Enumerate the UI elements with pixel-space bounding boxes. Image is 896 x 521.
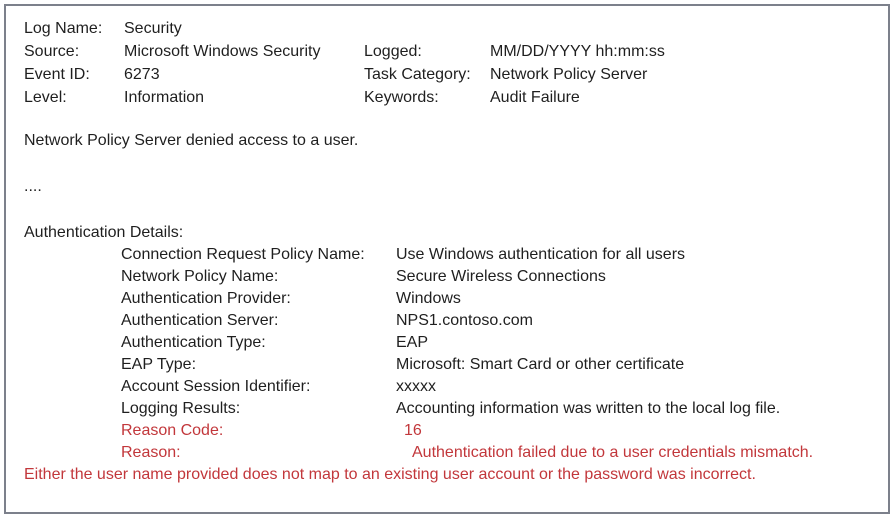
detail-label: Reason Code: — [121, 422, 224, 439]
detail-value: Microsoft: Smart Card or other certificate — [396, 356, 685, 373]
detail-label: Reason: — [121, 444, 181, 461]
header-row — [24, 40, 880, 63]
log-name-value: Security — [124, 20, 182, 37]
header-row — [24, 86, 880, 109]
detail-row-eap-type — [121, 354, 880, 376]
detail-value: xxxxx — [396, 378, 436, 395]
event-log-content — [6, 6, 888, 486]
log-name-label: Log Name: — [24, 20, 103, 37]
detail-value: NPS1.contoso.com — [396, 312, 533, 329]
error-note: Either the user name provided does not map to an existing user account or the password was incorrect. — [24, 466, 756, 483]
detail-label: Authentication Provider: — [121, 290, 291, 307]
detail-value: Windows — [396, 290, 461, 307]
header-spacer — [490, 17, 880, 40]
detail-row-reason — [121, 442, 880, 464]
detail-label: Authentication Type: — [121, 334, 266, 351]
detail-value: 16 — [404, 422, 422, 439]
detail-row-authentication-server — [121, 310, 880, 332]
detail-value: Accounting information was written to the local log file. — [396, 400, 781, 417]
header-row — [24, 63, 880, 86]
task-category-value: Network Policy Server — [490, 66, 648, 83]
detail-value: Authentication failed due to a user credentials mismatch. — [412, 444, 814, 461]
event-id-label: Event ID: — [24, 66, 90, 83]
event-id-value: 6273 — [124, 66, 160, 83]
detail-label: Logging Results: — [121, 400, 241, 417]
logged-label: Logged: — [364, 43, 422, 60]
detail-row-authentication-provider — [121, 288, 880, 310]
event-log-panel — [4, 4, 890, 514]
detail-row-connection-request-policy — [121, 244, 880, 266]
header-spacer — [364, 17, 490, 40]
detail-row-account-session-identifier — [121, 376, 880, 398]
source-value: Microsoft Windows Security — [124, 43, 321, 60]
detail-row-authentication-type — [121, 332, 880, 354]
detail-row-reason-code — [121, 420, 880, 442]
logged-value: MM/DD/YYYY hh:mm:ss — [490, 43, 665, 60]
level-label: Level: — [24, 89, 67, 106]
keywords-value: Audit Failure — [490, 89, 580, 106]
header-row — [24, 17, 880, 40]
detail-value: Use Windows authentication for all users — [396, 246, 686, 263]
keywords-label: Keywords: — [364, 89, 439, 106]
detail-label: Connection Request Policy Name: — [121, 246, 365, 263]
detail-label: Authentication Server: — [121, 312, 279, 329]
source-label: Source: — [24, 43, 80, 60]
detail-value: EAP — [396, 334, 429, 351]
detail-label: Account Session Identifier: — [121, 378, 311, 395]
detail-value: Secure Wireless Connections — [396, 268, 606, 285]
task-category-label: Task Category: — [364, 66, 471, 83]
detail-label: EAP Type: — [121, 356, 197, 373]
event-description: Network Policy Server denied access to a user. — [24, 132, 359, 149]
truncation-ellipsis: .... — [24, 178, 42, 195]
authentication-details-title: Authentication Details: — [24, 224, 184, 241]
detail-row-network-policy — [121, 266, 880, 288]
detail-label: Network Policy Name: — [121, 268, 279, 285]
level-value: Information — [124, 89, 205, 106]
detail-row-logging-results — [121, 398, 880, 420]
